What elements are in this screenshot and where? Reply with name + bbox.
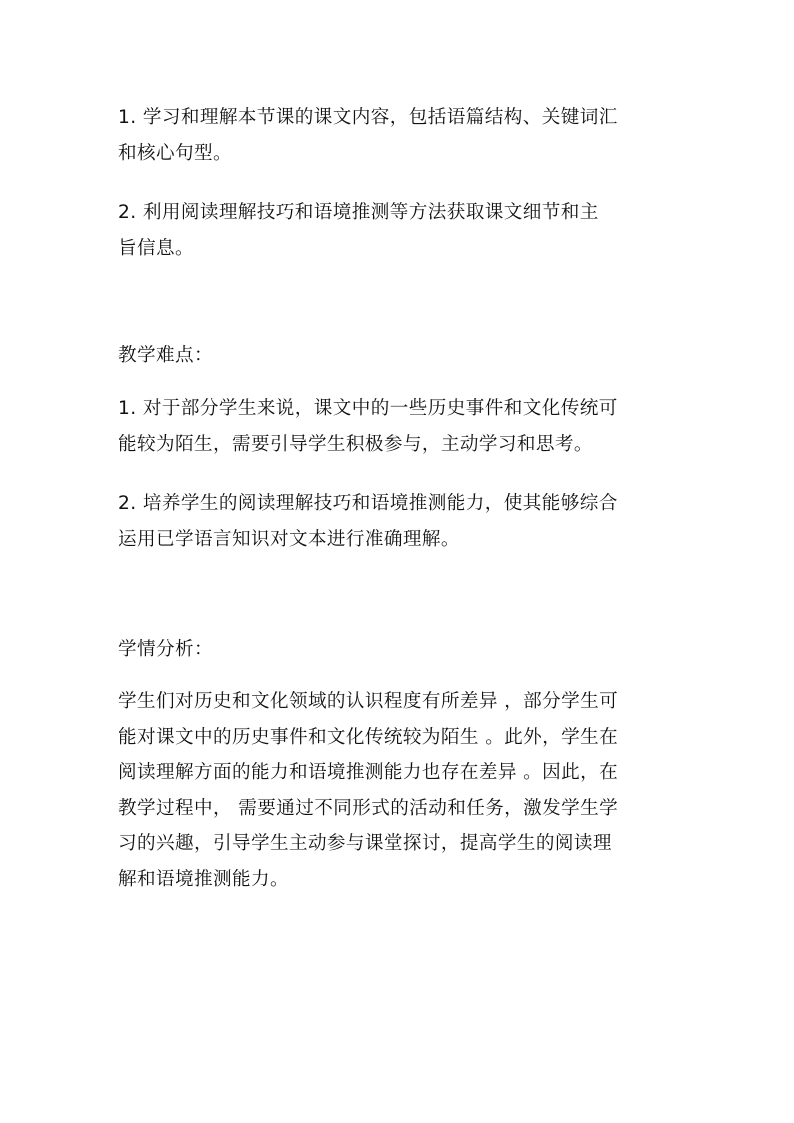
text-line: 旨信息。: [118, 237, 194, 259]
text-line: 学生们对历史和文化领域的认识程度有所差异 ，部分学生可: [118, 691, 619, 712]
text-line: 能较为陌生，需要引导学生积极参与，主动学习和思考。: [118, 433, 593, 455]
focus-point-2-text: [118, 195, 678, 266]
analysis-heading: 学情分析：: [118, 639, 213, 660]
text-line: 阅读理解方面的能力和语境推测能力也存在差异 。因此，在: [118, 762, 619, 783]
text-line: 2. 培养学生的阅读理解技巧和语境推测能力，使其能够综合: [118, 493, 618, 514]
text-line: 运用已学语言知识对文本进行准确理解。: [118, 528, 460, 550]
analysis-text: [118, 684, 678, 897]
text-line: 能对课文中的历史事件和文化传统较为陌生 。此外，学生在: [118, 726, 619, 748]
difficulties-heading: 教学难点：: [118, 345, 213, 366]
focus-point-1: [118, 100, 678, 171]
analysis-paragraph: [118, 684, 678, 897]
difficulties-section: [118, 338, 678, 374]
text-line: 习的兴趣，引导学生主动参与课堂探讨，提高学生的阅读理: [118, 833, 612, 854]
difficulty-2-text: [118, 486, 678, 557]
text-line: 1. 学习和理解本节课的课文内容，包括语篇结构、关键词汇: [118, 107, 618, 128]
text-line: 教学过程中， 需要通过不同形式的活动和任务，激发学生学: [118, 797, 619, 819]
text-line: 和核心句型。: [118, 142, 232, 164]
difficulty-2: [118, 486, 678, 557]
analysis-section: [118, 632, 678, 668]
difficulty-1-text: [118, 391, 678, 462]
focus-point-2: [118, 195, 678, 266]
text-line: 2. 利用阅读理解技巧和语境推测等方法获取课文细节和主: [118, 202, 599, 223]
text-line: 解和语境推测能力。: [118, 868, 289, 890]
difficulty-1: [118, 391, 678, 462]
text-line: 1. 对于部分学生来说，课文中的一些历史事件和文化传统可: [118, 398, 618, 419]
focus-point-1-text: [118, 100, 678, 171]
